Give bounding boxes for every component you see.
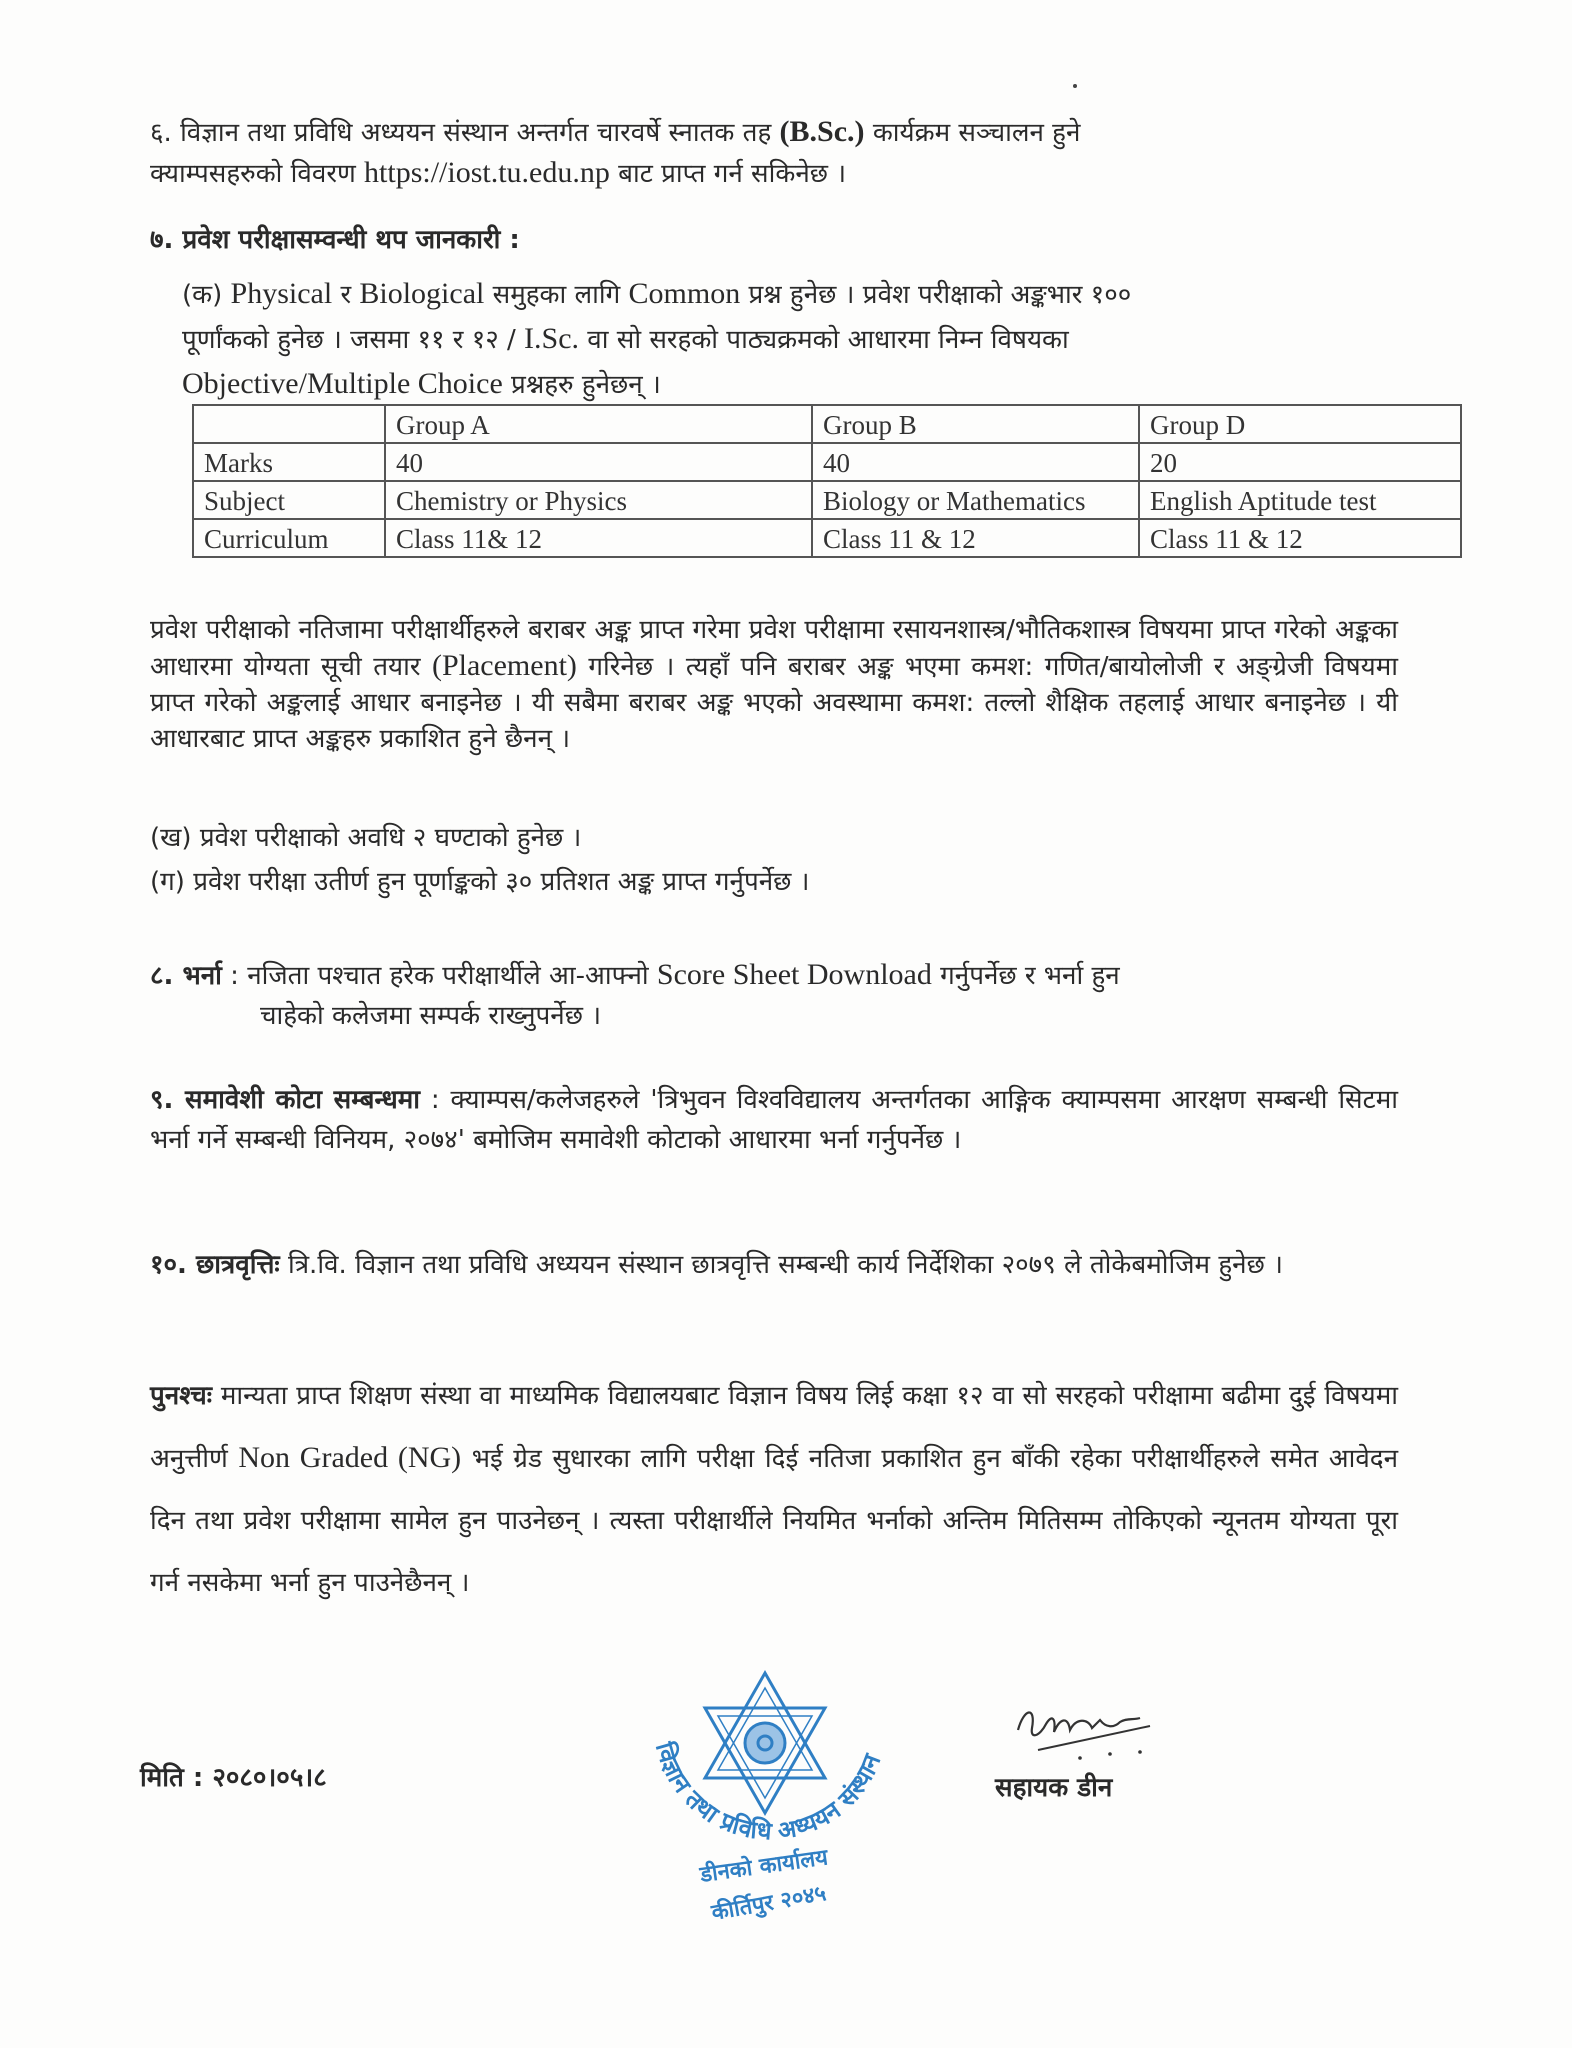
item-text: प्रश्न हुनेछ । प्रवेश परीक्षाको अङ्कभार १००: [748, 280, 1132, 310]
scan-speck: [1073, 84, 1077, 88]
table-row: [193, 443, 1461, 481]
section-number: ६.: [150, 118, 172, 148]
section-6: [150, 112, 1395, 194]
paragraph-text: प्रवेश परीक्षाको नतिजामा परीक्षार्थीहरुले बराबर अङ्क प्राप्त गरेमा प्रवेश परीक्षामा रसायनशास्त्र/भौतिकशास्त्र विषयमा प्राप्त गरेको अङ्कका आधारमा योग्यता सूची तयार: [150, 615, 1398, 682]
paragraph-text: (Placement): [431, 649, 577, 682]
table-cell: Class 11& 12: [385, 519, 812, 557]
item-text: Common: [628, 277, 741, 310]
section-8: [150, 955, 1398, 1036]
item-text: पूर्णांकको हुनेछ । जसमा ११ र १२ /: [182, 325, 516, 355]
table-header-row: [193, 405, 1461, 443]
item-text: Biological: [359, 277, 485, 310]
table-row: [193, 519, 1461, 557]
table-cell: 40: [385, 443, 812, 481]
table-cell: Subject: [193, 481, 385, 519]
postscript-label: पुनश्चः: [150, 1381, 213, 1411]
table-header-cell: Group B: [812, 405, 1139, 443]
stamp-arc-text: विज्ञान तथा प्रविधि अध्ययन संस्थान: [649, 1739, 887, 1846]
table-header-cell: [193, 405, 385, 443]
item-text: I.Sc.: [524, 322, 580, 355]
section-7-kha: (ख) प्रवेश परीक्षाको अवधि २ घण्टाको हुनेछ ।: [150, 823, 582, 853]
section-text: गर्नुपर्नेछ र भर्ना हुन: [940, 961, 1120, 991]
marks-table: [192, 404, 1462, 558]
item-text: Physical: [230, 277, 333, 310]
item-label: (क): [182, 280, 223, 310]
section-text: कार्यक्रम सञ्चालन हुने: [872, 118, 1081, 148]
date-line: [140, 1758, 327, 1794]
table-header-cell: Group D: [1139, 405, 1461, 443]
postscript-text: Non Graded (NG): [238, 1441, 462, 1474]
section-10: [150, 1245, 1398, 1285]
item-text: वा सो सरहको पाठ्यक्रमको आधारमा निम्न विषयका: [587, 325, 1069, 355]
item-text: Objective/Multiple Choice: [182, 367, 503, 400]
table-row: [193, 481, 1461, 519]
item-text: प्रश्नहरु हुनेछन् ।: [511, 370, 661, 400]
section-text: : नजिता पश्चात हरेक परीक्षार्थीले आ-आफ्नो: [230, 961, 649, 991]
paragraph-text: गरिनेछ । त्यहाँ पनि बराबर अङ्क भएमा कमश: गणित/बायोलोजी र अङ्ग्रेजी विषयमा प्राप्त गरेको अङ्कलाई आधार बनाइनेछ । यी सबैमा बराबर अङ्क भएको अवस्थामा कमश: तल्लो शैक्षिक तहलाई आधार बनाइनेछ । यी आधारबाट प्राप्त अङ्कहरु प्रकाशित हुने छैनन् ।: [150, 652, 1399, 754]
table-cell: Marks: [193, 443, 385, 481]
section-text: Score Sheet Download: [656, 958, 932, 991]
date-value: २०८०।०५।८: [212, 1763, 327, 1793]
table-cell: Chemistry or Physics: [385, 481, 812, 519]
item-text: समुहका लागि: [492, 280, 621, 310]
table-cell: 20: [1139, 443, 1461, 481]
section-text: क्याम्पसहरुको विवरण: [150, 159, 356, 189]
stamp-line-2: कीर्तिपुर २०४५: [709, 1881, 829, 1926]
section-text: त्रि.वि. विज्ञान तथा प्रविधि अध्ययन संस्थान छात्रवृत्ति सम्बन्धी कार्य निर्देशिका २०७९ ले तोकेबमोजिम हुनेछ ।: [287, 1250, 1283, 1280]
iost-url-link[interactable]: https://iost.tu.edu.np: [364, 156, 610, 189]
section-7-ka: [182, 272, 1397, 407]
postscript-text: भई ग्रेड सुधारका लागि परीक्षा दिई नतिजा प्रकाशित हुन बाँकी रहेका परीक्षार्थीहरुले समेत आवेदन दिन तथा प्रवेश परीक्षामा सामेल हुन पाउनेछन् । त्यस्ता परीक्षार्थीले नियमित भर्नाको अन्तिम मितिसम्म तोकिएको न्यूनतम योग्यता पूरा गर्न नसकेमा भर्ना हुन पाउनेछैनन् ।: [150, 1444, 1399, 1598]
section-text: : क्याम्पस/कलेजहरुले 'त्रिभुवन विश्वविद्यालय अन्तर्गतका आङ्गिक क्याम्पसमा आरक्षण सम्बन्धी सिटमा भर्ना गर्ने सम्बन्धी विनियम, २०७४' बमोजिम समावेशी कोटाको आधारमा भर्ना गर्नुपर्नेछ ।: [150, 1085, 1399, 1155]
date-label: मिति :: [140, 1763, 204, 1793]
table-cell: Class 11 & 12: [812, 519, 1139, 557]
signature-icon: [1010, 1688, 1170, 1768]
official-stamp-icon: [620, 1648, 910, 1948]
table-cell: 40: [812, 443, 1139, 481]
postscript: [150, 1365, 1398, 1614]
section-7-heading: ७. प्रवेश परीक्षासम्वन्धी थप जानकारी :: [150, 225, 520, 255]
item-text: र: [340, 280, 352, 310]
section-7-ga: (ग) प्रवेश परीक्षा उतीर्ण हुन पूर्णाङ्कको ३० प्रतिशत अङ्क प्राप्त गर्नुपर्नेछ ।: [150, 867, 810, 897]
section-label: १०. छात्रवृत्तिः: [150, 1250, 280, 1280]
section-text: विज्ञान तथा प्रविधि अध्ययन संस्थान अन्तर्गत चारवर्षे स्नातक तह: [180, 118, 772, 148]
table-cell: Class 11 & 12: [1139, 519, 1461, 557]
table-cell: English Aptitude test: [1139, 481, 1461, 519]
section-text: बाट प्राप्त गर्न सकिनेछ ।: [618, 159, 847, 189]
stamp-line-1: डीनको कार्यालय: [698, 1845, 830, 1888]
section-label: ९. समावेशी कोटा सम्बन्धमा: [150, 1085, 421, 1115]
bsc-label: (B.Sc.): [779, 115, 865, 148]
table-cell: Biology or Mathematics: [812, 481, 1139, 519]
section-9: [150, 1080, 1398, 1160]
section-text: चाहेको कलेजमा सम्पर्क राख्नुपर्नेछ ।: [260, 1001, 602, 1031]
section-label: ८. भर्ना: [150, 961, 222, 991]
table-header-cell: Group A: [385, 405, 812, 443]
table-cell: Curriculum: [193, 519, 385, 557]
postscript-text: मान्यता प्राप्त शिक्षण संस्था वा माध्यमिक विद्यालयबाट विज्ञान विषय लिई कक्षा १२ वा सो सरहको परीक्षामा बढीमा दुई विषयमा अनुत्तीर्ण: [150, 1381, 1398, 1474]
signer-title: सहायक डीन: [995, 1773, 1113, 1803]
tie-break-paragraph: [150, 612, 1398, 757]
